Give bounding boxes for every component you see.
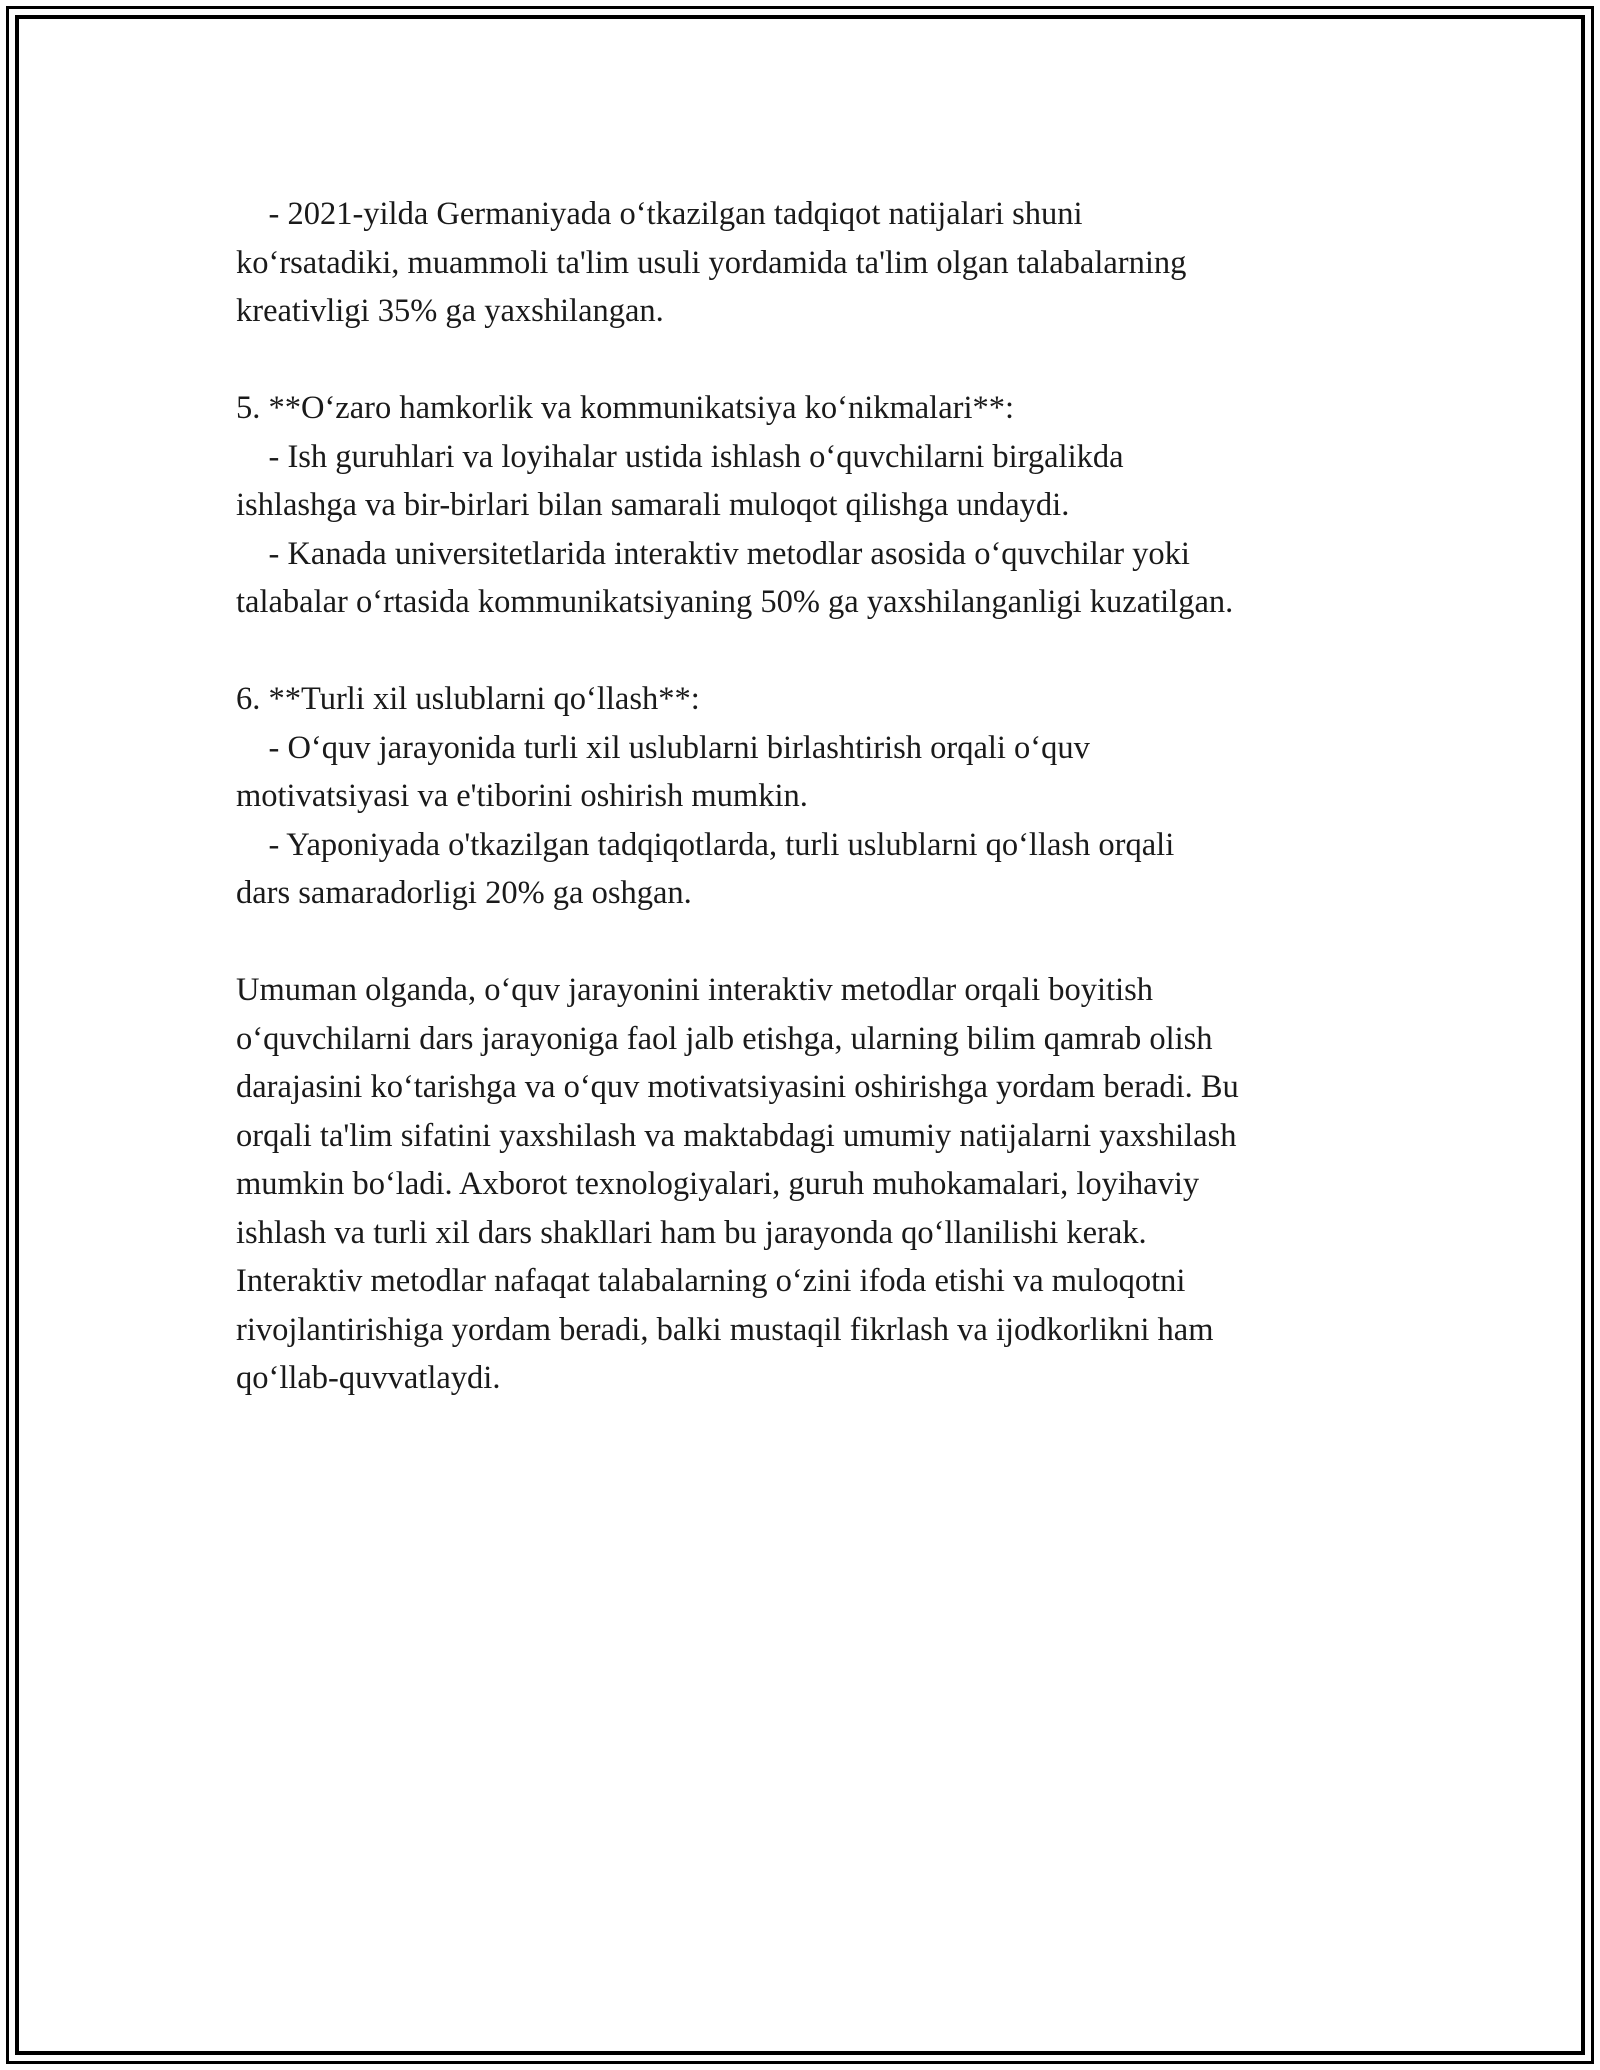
text-line: ishlash va turli xil dars shakllari ham bu jarayonda qo‘llanilishi kerak. (236, 1214, 1147, 1251)
text-line: - O‘quv jarayonida turli xil uslublarni birlashtirish orqali o‘quv (236, 729, 1090, 766)
text-line: Umuman olganda, o‘quv jarayonini interaktiv metodlar orqali boyitish (236, 972, 1154, 1008)
document-body (236, 190, 1416, 1403)
section-heading: 5. **O‘zaro hamkorlik va kommunikatsiya ko‘nikmalari**: (236, 390, 1015, 426)
paragraph-spacer (236, 627, 1416, 676)
text-line: - Kanada universitetlarida interaktiv metodlar asosida o‘quvchilar yoki (236, 535, 1190, 572)
text-line: ishlashga va bir-birlari bilan samarali muloqot qilishga undaydi. (236, 487, 1070, 523)
text-line: qo‘llab-quvvatlaydi. (236, 1360, 501, 1396)
text-line: talabalar o‘rtasida kommunikatsiyaning 50% ga yaxshilanganligi kuzatilgan. (236, 584, 1234, 620)
paragraph-germany-study (236, 190, 1416, 336)
text-line: dars samaradorligi 20% ga oshgan. (236, 875, 692, 911)
text-line: - 2021-yilda Germaniyada o‘tkazilgan tadqiqot natijalari shuni (236, 196, 1083, 232)
text-line: rivojlantirishiga yordam beradi, balki mustaqil fikrlash va ijodkorlikni ham (236, 1311, 1214, 1348)
paragraph-conclusion (236, 966, 1416, 1403)
text-line: motivatsiyasi va e'tiborini oshirish mumkin. (236, 778, 808, 814)
text-line: - Ish guruhlari va loyihalar ustida ishlash o‘quvchilarni birgalikda (236, 438, 1124, 475)
text-line: kreativligi 35% ga yaxshilangan. (236, 293, 664, 329)
section-5-collaboration (236, 384, 1416, 627)
paragraph-spacer (236, 336, 1416, 385)
text-line: - Yaponiyada o'tkazilgan tadqiqotlarda, turli uslublarni qo‘llash orqali (236, 826, 1175, 863)
text-line: Interaktiv metodlar nafaqat talabalarning o‘zini ifoda etishi va muloqotni (236, 1263, 1186, 1299)
section-heading: 6. **Turli xil uslublarni qo‘llash**: (236, 681, 700, 717)
text-line: mumkin bo‘ladi. Axborot texnologiyalari, guruh muhokamalari, loyihaviy (236, 1166, 1200, 1202)
paragraph-spacer (236, 918, 1416, 967)
text-line: orqali ta'lim sifatini yaxshilash va maktabdagi umumiy natijalarni yaxshilash (236, 1117, 1237, 1154)
text-line: darajasini ko‘tarishga va o‘quv motivatsiyasini oshirishga yordam beradi. Bu (236, 1069, 1239, 1105)
section-6-methods (236, 675, 1416, 918)
text-line: o‘quvchilarni dars jarayoniga faol jalb etishga, ularning bilim qamrab olish (236, 1020, 1213, 1057)
text-line: ko‘rsatadiki, muammoli ta'lim usuli yordamida ta'lim olgan talabalarning (236, 244, 1187, 281)
